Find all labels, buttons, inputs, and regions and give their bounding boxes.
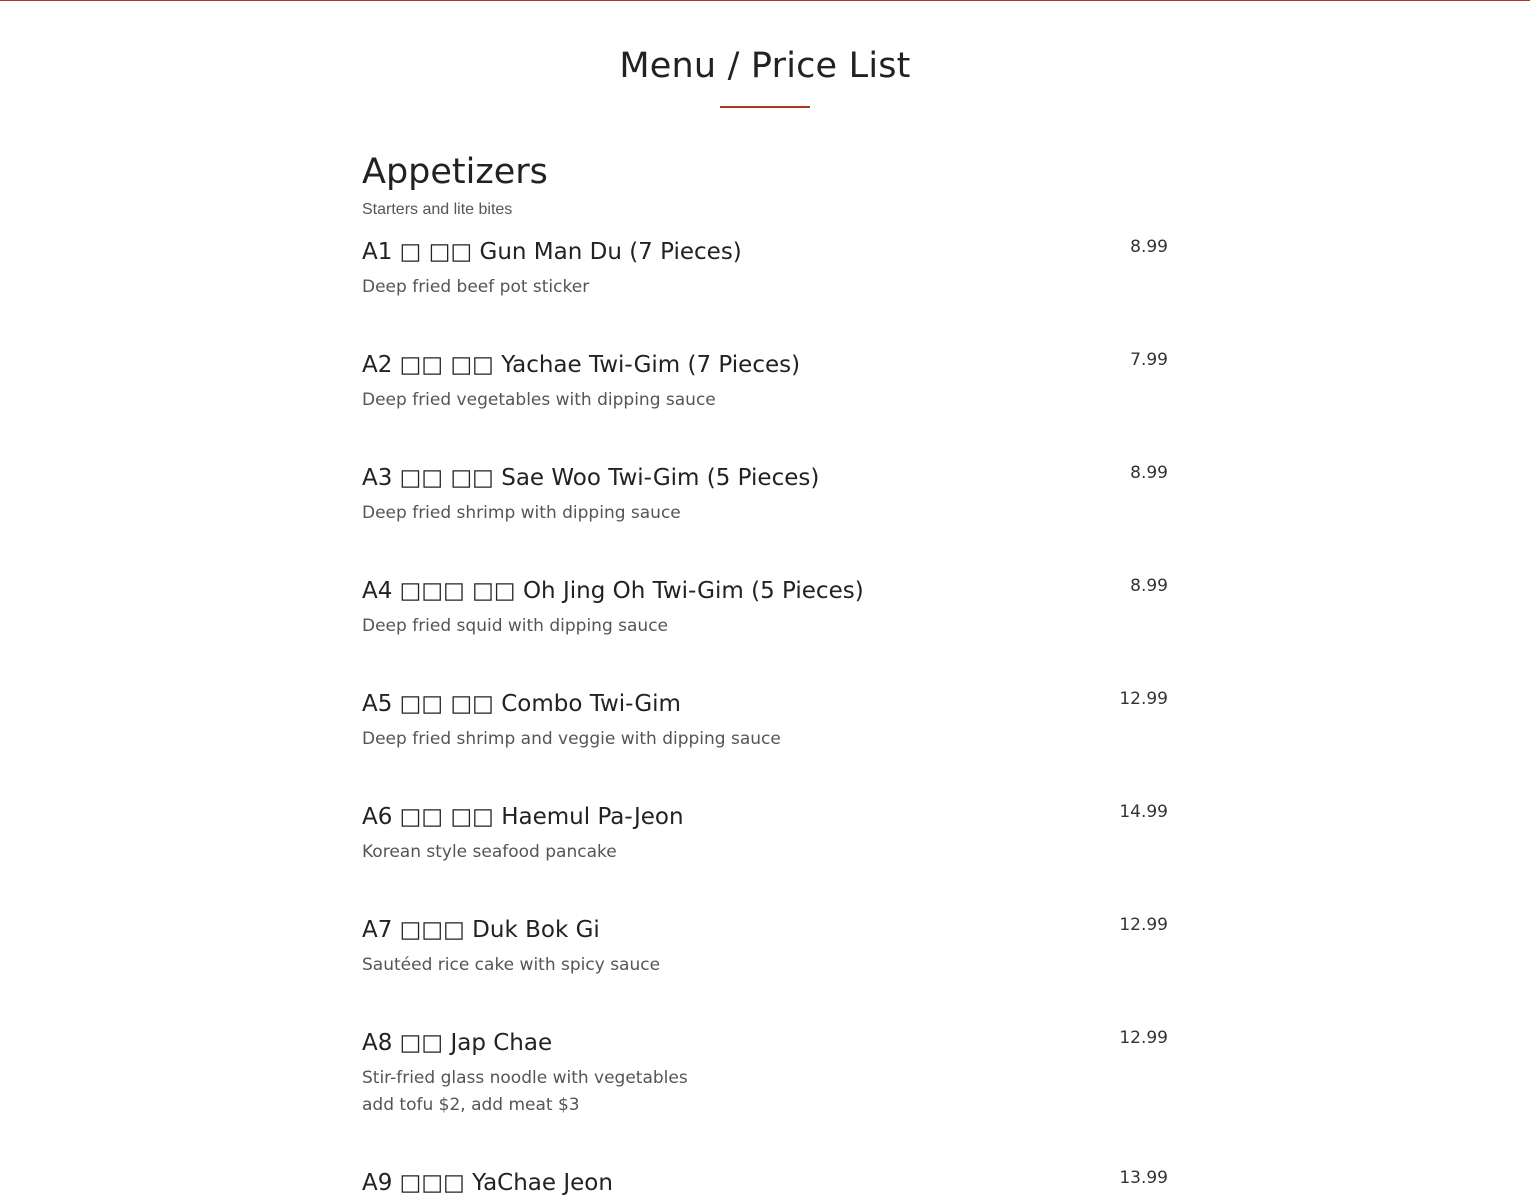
menu-item-description: Deep fried shrimp with dipping sauce [362,503,681,523]
menu-item-price: 12.99 [1119,1028,1168,1048]
menu-item-name: A2 □□ □□ Yachae Twi-Gim (7 Pieces) [362,352,801,378]
menu-item-description: Deep fried squid with dipping sauce [362,616,669,636]
menu-item [362,1026,1168,1166]
menu-item-price: 8.99 [1130,463,1168,483]
menu-item [362,687,1168,800]
menu-item [362,800,1168,913]
menu-item-description: Deep fried beef pot sticker [362,277,590,297]
menu-item-name: A9 □□□ YaChae Jeon [362,1170,613,1196]
menu-item [362,461,1168,574]
menu-item-description: Deep fried vegetables with dipping sauce [362,390,716,410]
menu-item-name: A8 □□ Jap Chae [362,1030,553,1056]
menu-item-price: 8.99 [1130,237,1168,257]
menu-item-description: Korean style seafood pancake [362,842,617,862]
menu-item [362,574,1168,687]
menu-item-description-line: add tofu $2, add meat $3 [362,1095,580,1115]
menu-item-price: 12.99 [1119,915,1168,935]
menu-item-name: A7 □□□ Duk Bok Gi [362,917,600,943]
menu-item-name: A1 □ □□ Gun Man Du (7 Pieces) [362,239,742,265]
menu-item [362,913,1168,1026]
menu-item-name: A5 □□ □□ Combo Twi-Gim [362,691,681,717]
menu-item-description [362,1065,688,1119]
menu-item-price: 12.99 [1119,689,1168,709]
menu-section-appetizers [362,150,1168,1201]
section-subtitle: Starters and lite bites [362,201,513,218]
menu-item [362,235,1168,348]
title-underline [720,106,810,108]
menu-item-price: 13.99 [1119,1168,1168,1188]
page-title: Menu / Price List [619,46,911,86]
menu-item-name: A6 □□ □□ Haemul Pa-Jeon [362,804,684,830]
menu-item-description: Deep fried shrimp and veggie with dipping sauce [362,729,781,749]
menu-item [362,1166,1168,1201]
section-title: Appetizers [362,152,548,192]
menu-item-name: A3 □□ □□ Sae Woo Twi-Gim (5 Pieces) [362,465,820,491]
menu-item-price: 14.99 [1119,802,1168,822]
top-accent-bar [0,0,1530,1]
menu-item-name: A4 □□□ □□ Oh Jing Oh Twi-Gim (5 Pieces) [362,578,864,604]
menu-item-description-line: Stir-fried glass noodle with vegetables [362,1068,688,1088]
menu-item-description: Sautéed rice cake with spicy sauce [362,955,661,975]
menu-list [362,235,1168,1201]
menu-item-price: 7.99 [1130,350,1168,370]
menu-item-price: 8.99 [1130,576,1168,596]
menu-item [362,348,1168,461]
